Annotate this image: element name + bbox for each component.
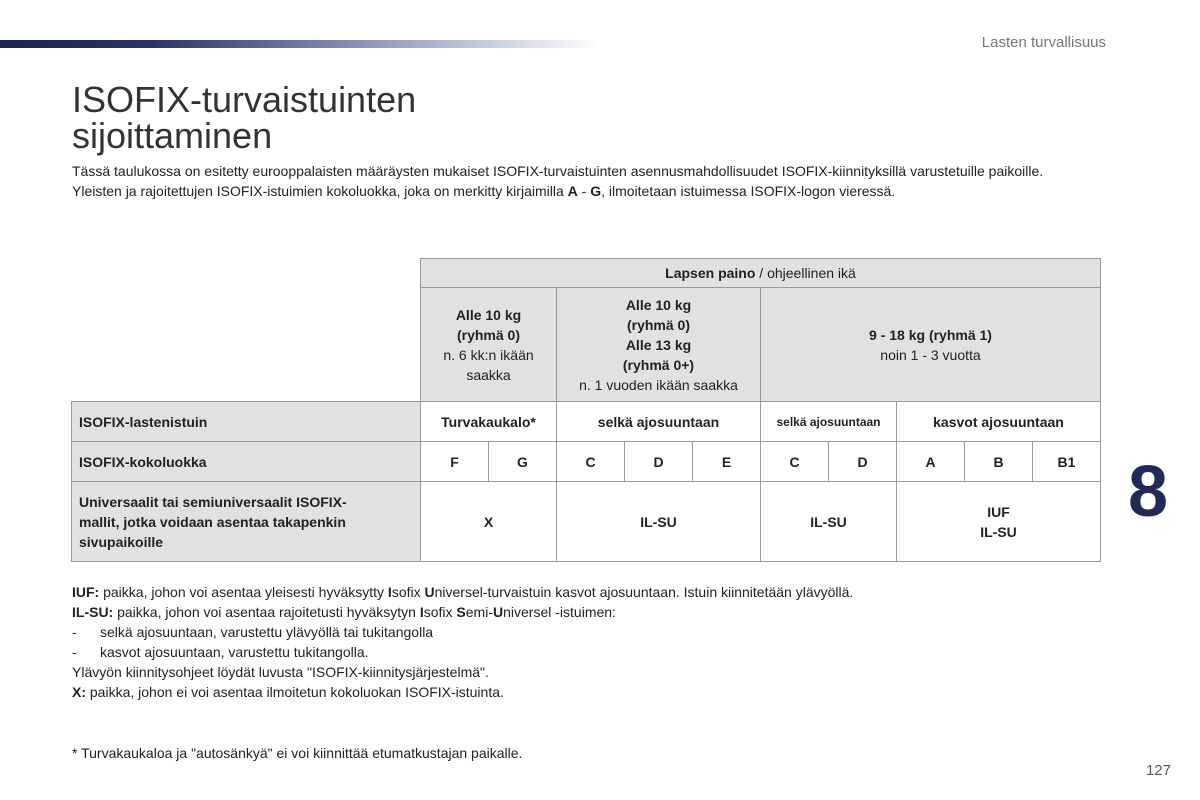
- position-rear-1-value: IL-SU: [557, 482, 761, 562]
- size-class-cell: F: [421, 442, 489, 482]
- title-line-2: sijoittaminen: [72, 115, 273, 156]
- legend-notes: [72, 582, 1072, 702]
- size-class-cell: D: [625, 442, 693, 482]
- position-carrycot-value: X: [421, 482, 557, 562]
- group-0-weight: Alle 10 kg: [455, 306, 522, 323]
- group-0plus-weight-2: Alle 13 kg: [625, 336, 692, 353]
- group-0-age-2: saakka: [466, 366, 511, 383]
- size-class-cell: A: [897, 442, 965, 482]
- note-text: niversel-turvaistuin kasvot ajosuuntaan. Istuin kiinnitetään ylävyöllä.: [434, 584, 854, 600]
- size-class-cell: E: [693, 442, 761, 482]
- note-text: sofix: [423, 604, 457, 620]
- group-1-header: [761, 288, 1101, 402]
- note-text: paikka, johon voi asentaa rajoitetusti hyväksytyn: [113, 604, 420, 620]
- row-label-position: [72, 482, 421, 562]
- weight-header: [421, 259, 1101, 288]
- group-1-age: noin 1 - 3 vuotta: [880, 346, 981, 363]
- row-label-seat: ISOFIX-lastenistuin: [72, 402, 421, 442]
- chapter-number: 8: [1128, 452, 1169, 532]
- note-label: IL-SU:: [72, 604, 114, 620]
- group-0plus-label-2: (ryhmä 0+): [622, 356, 695, 373]
- note-label: X:: [72, 684, 86, 700]
- group-0plus-weight-1: Alle 10 kg: [625, 296, 692, 313]
- group-1-weight: 9 - 18 kg (ryhmä 1): [869, 326, 992, 343]
- row-label-position-line: Universaalit tai semiuniversaalit ISOFIX-: [79, 493, 347, 510]
- size-class-cell: B: [965, 442, 1033, 482]
- note-text: emi-: [465, 604, 493, 620]
- page-title: [72, 79, 417, 156]
- weight-header-bold: Lapsen paino: [665, 265, 756, 281]
- position-forward-value-2: IL-SU: [980, 523, 1017, 540]
- size-letter-g: G: [590, 183, 602, 199]
- note-text: paikka, johon voi asentaa yleisesti hyväksytty: [99, 584, 388, 600]
- note-initial: I: [419, 604, 424, 620]
- row-label-size: ISOFIX-kokoluokka: [72, 442, 421, 482]
- intro-paragraph-2: [72, 181, 1112, 201]
- position-forward-value-1: IUF: [987, 503, 1010, 520]
- table-corner: [72, 259, 421, 288]
- note-label: IUF:: [72, 584, 100, 600]
- position-forward-value: [897, 482, 1101, 562]
- page-number: 127: [1145, 762, 1171, 779]
- size-class-cell: C: [557, 442, 625, 482]
- note-initial: U: [424, 584, 435, 600]
- seat-type-rear-facing-2: selkä ajosuuntaan: [761, 402, 897, 442]
- group-0-label: (ryhmä 0): [456, 326, 521, 343]
- note-x: [72, 682, 1072, 702]
- title-line-1: ISOFIX-turvaistuinten: [72, 79, 417, 120]
- footnote: * Turvakaukaloa ja "autosänkyä" ei voi kiinnittää etumatkustajan paikalle.: [72, 745, 523, 761]
- section-name: Lasten turvallisuus: [981, 34, 1106, 51]
- intro-text-span: -: [577, 183, 591, 199]
- note-text: sofix: [391, 584, 425, 600]
- size-class-cell: C: [761, 442, 829, 482]
- note-iuf: [72, 582, 1072, 602]
- row-label-position-line: mallit, jotka voidaan asentaa takapenkin: [79, 513, 346, 530]
- bullet-text: selkä ajosuuntaan, varustettu ylävyöllä tai tukitangolla: [100, 624, 434, 640]
- seat-type-carrycot: Turvakaukalo*: [421, 402, 557, 442]
- table-corner: [72, 288, 421, 402]
- intro-text-span: , ilmoitetaan istuimessa ISOFIX-logon vieressä.: [601, 183, 896, 199]
- group-0-age: n. 6 kk:n ikään: [443, 346, 534, 363]
- isofix-table: [71, 258, 1101, 562]
- group-0plus-age: n. 1 vuoden ikään saakka: [579, 376, 738, 393]
- position-rear-2-value: IL-SU: [761, 482, 897, 562]
- note-initial: U: [493, 604, 504, 620]
- seat-type-rear-facing-1: selkä ajosuuntaan: [557, 402, 761, 442]
- note-ilsu: [72, 602, 1072, 622]
- note-initial: S: [456, 604, 466, 620]
- bullet-text: kasvot ajosuuntaan, varustettu tukitangolla.: [100, 644, 369, 660]
- intro-text-span: Yleisten ja rajoitettujen ISOFIX-istuimien kokoluokka, joka on merkitty kirjaimilla: [72, 183, 568, 199]
- size-class-cell: B1: [1033, 442, 1101, 482]
- seat-type-forward-facing: kasvot ajosuuntaan: [897, 402, 1101, 442]
- group-0plus-label-1: (ryhmä 0): [626, 316, 691, 333]
- intro-text: [72, 161, 1112, 201]
- size-class-cell: G: [489, 442, 557, 482]
- size-letter-a: A: [567, 183, 578, 199]
- note-bullet: [72, 642, 1072, 662]
- note-bullet: [72, 622, 1072, 642]
- header-accent-bar: [0, 40, 600, 48]
- row-label-position-line: sivupaikoille: [79, 533, 164, 550]
- group-0plus-header: [557, 288, 761, 402]
- weight-header-rest: / ohjeellinen ikä: [755, 265, 856, 281]
- note-text: niversel -istuimen:: [503, 604, 616, 620]
- intro-paragraph-1: Tässä taulukossa on esitetty eurooppalaisten määräysten mukaiset ISOFIX-turvaistuinten asennusmahdollisuudet ISOFIX-kiinnityksillä varustetuille paikoille.: [72, 163, 1044, 179]
- note-text: paikka, johon ei voi asentaa ilmoitetun kokoluokan ISOFIX-istuinta.: [86, 684, 504, 700]
- group-0-header: [421, 288, 557, 402]
- bullet-dash: -: [72, 624, 77, 640]
- bullet-dash: -: [72, 644, 77, 660]
- note-topstrap: Ylävyön kiinnitysohjeet löydät luvusta "ISOFIX-kiinnitysjärjestelmä".: [72, 664, 489, 680]
- note-initial: I: [387, 584, 392, 600]
- size-class-cell: D: [829, 442, 897, 482]
